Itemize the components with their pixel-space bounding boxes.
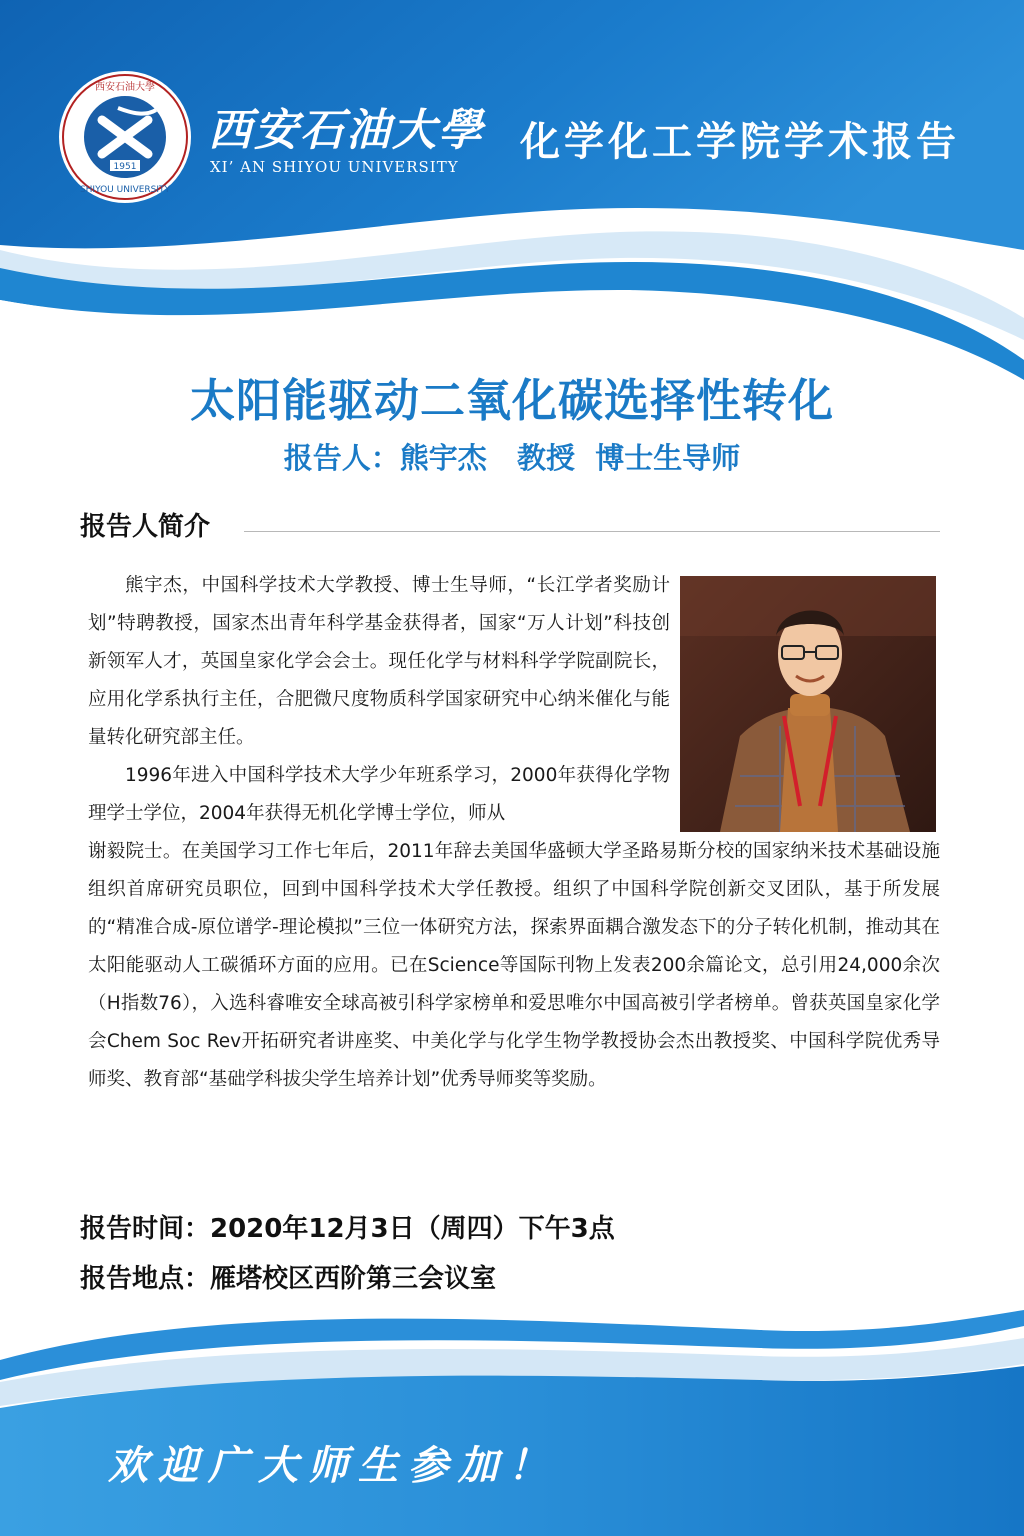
report-location: 报告地点：雁塔校区西阶第三会议室 <box>80 1264 497 1294</box>
report-time: 报告时间：2020年12月3日（周四）下午3点 <box>80 1214 615 1244</box>
report-title: 太阳能驱动二氧化碳选择性转化 <box>189 374 834 427</box>
welcome-message: 欢迎广大师生参加！ <box>108 1442 558 1489</box>
svg-text:1951: 1951 <box>113 162 137 172</box>
bio-section-heading: 报告人简介 <box>80 512 211 542</box>
footer-wave-background <box>0 1290 1024 1536</box>
section-divider <box>244 531 940 532</box>
svg-text:西安石油大學: 西安石油大學 <box>95 82 155 93</box>
university-name-en: XI’ AN SHIYOU UNIVERSITY <box>210 158 459 176</box>
college-report-title: 化学化工学院学术报告 <box>520 119 960 165</box>
university-seal-logo <box>58 70 192 204</box>
bio-paragraph-2-continued: 谢毅院士。在美国学习工作七年后，2011年辞去美国华盛顿大学圣路易斯分校的国家纳米技术基础设施组织首席研究员职位，回到中国科学技术大学任教授。组织了中国科学院创新交叉团队，基于所发展的“精准合成-原位谱学-理论模拟”三位一体研究方法，探索界面耦合激发态下的分子转化机制，推动其在太阳能驱动人工碳循环方面的应用。已在Science等国际刊物上发表200余篇论文，总引用24,000余次（H指数76），入选科睿唯安全球高被引科学家榜单和爱思唯尔中国高被引学者榜单。曾获英国皇家化学会Chem Soc Rev开拓研究者讲座奖、中美化学与化学生物学教授协会杰出教授奖、中国科学院优秀导师奖、教育部“基础学科拔尖学生培养计划”优秀导师奖等奖励。 <box>88 841 940 1090</box>
bio-paragraph-1: 熊宇杰，中国科学技术大学教授、博士生导师，“长江学者奖励计划”特聘教授，国家杰出青年科学基金获得者，国家“万人计划”科技创新领军人才，英国皇家化学会会士。现任化学与材料科学学院副院长，应用化学系执行主任，合肥微尺度物质科学国家研究中心纳米催化与能量转化研究部主任。 <box>88 575 670 748</box>
speaker-photo <box>680 576 936 832</box>
speaker-line: 报告人：熊宇杰 教授 博士生导师 <box>283 441 741 475</box>
bio-paragraph-2-start: 1996年进入中国科学技术大学少年班系学习，2000年获得化学物理学士学位，2004年获得无机化学博士学位，师从 <box>88 765 670 824</box>
university-name-cn: 西安石油大學 <box>208 105 484 156</box>
svg-text:SHIYOU UNIVERSITY: SHIYOU UNIVERSITY <box>79 185 171 195</box>
